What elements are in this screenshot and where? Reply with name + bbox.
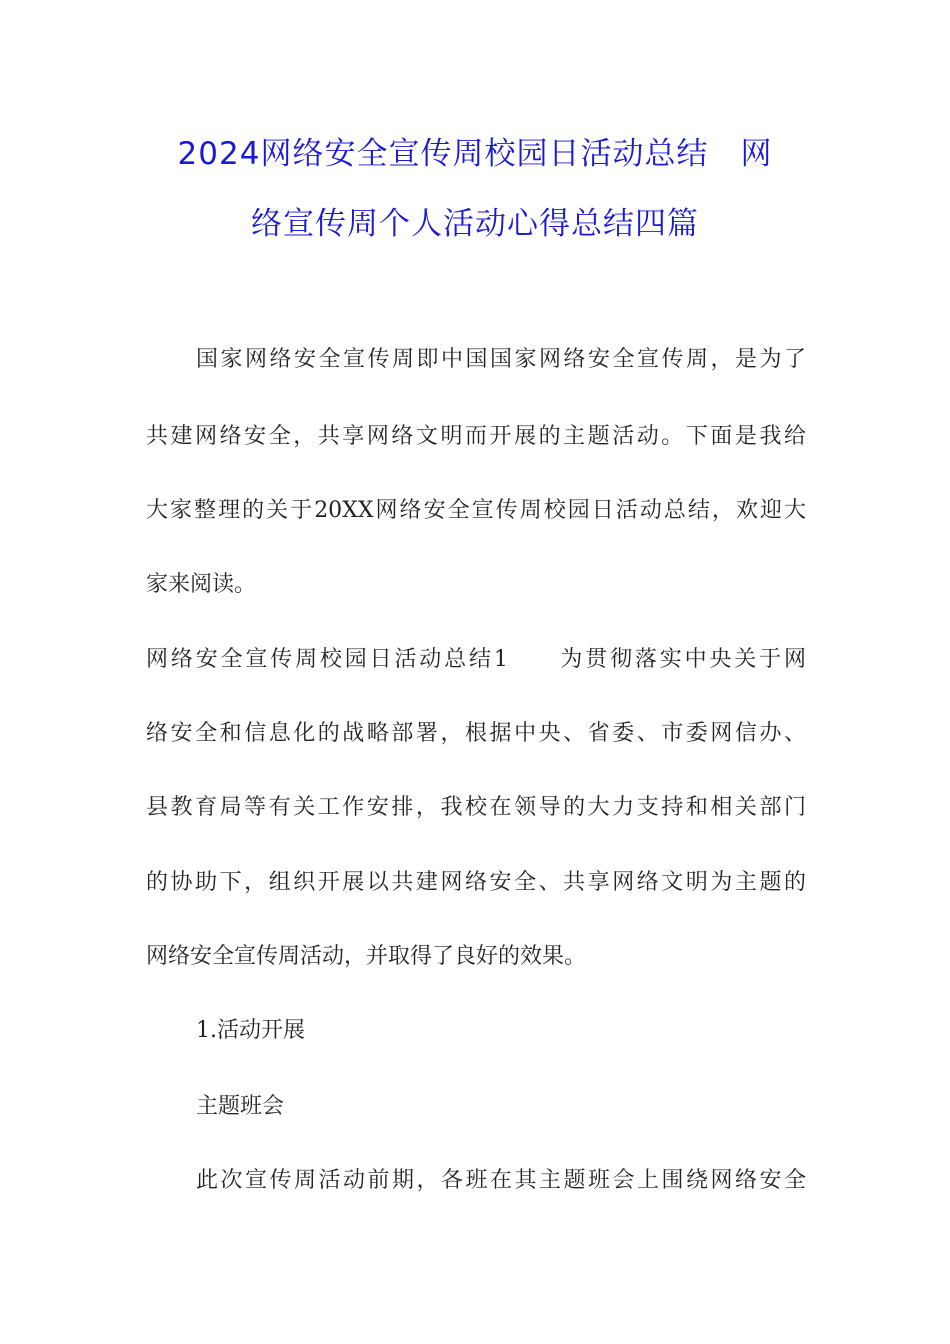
section-heading-line: 网络安全宣传周校园日活动总结1 为贯彻落实中央关于网: [146, 647, 806, 672]
section-body-line-2: 县教育局等有关工作安排，我校在领导的大力支持和相关部门: [146, 795, 806, 820]
intro-line-4: 家来阅读。: [146, 572, 257, 597]
section-body-line-1: 络安全和信息化的战略部署，根据中央、省委、市委网信办、: [146, 721, 806, 746]
document-title-line-2: 络宣传周个人活动心得总结四篇: [251, 206, 699, 242]
section-body-line-4: 网络安全宣传周活动，并取得了良好的效果。: [146, 944, 587, 969]
section-body-line-3: 的协助下，组织开展以共建网络安全、共享网络文明为主题的: [146, 870, 806, 895]
intro-line-3: 大家整理的关于20XX网络安全宣传周校园日活动总结，欢迎大: [146, 498, 806, 523]
document-title-line-1: 2024网络安全宣传周校园日活动总结 网: [177, 136, 773, 172]
intro-line-1: 国家网络安全宣传周即中国国家网络安全宣传周，是为了: [196, 347, 806, 372]
intro-line-2: 共建网络安全，共享网络文明而开展的主题活动。下面是我给: [146, 424, 806, 449]
subheading-class-meeting: 主题班会: [196, 1094, 285, 1119]
paragraph-line: 此次宣传周活动前期，各班在其主题班会上围绕网络安全: [196, 1168, 806, 1193]
subheading-activity: 1.活动开展: [196, 1018, 305, 1043]
